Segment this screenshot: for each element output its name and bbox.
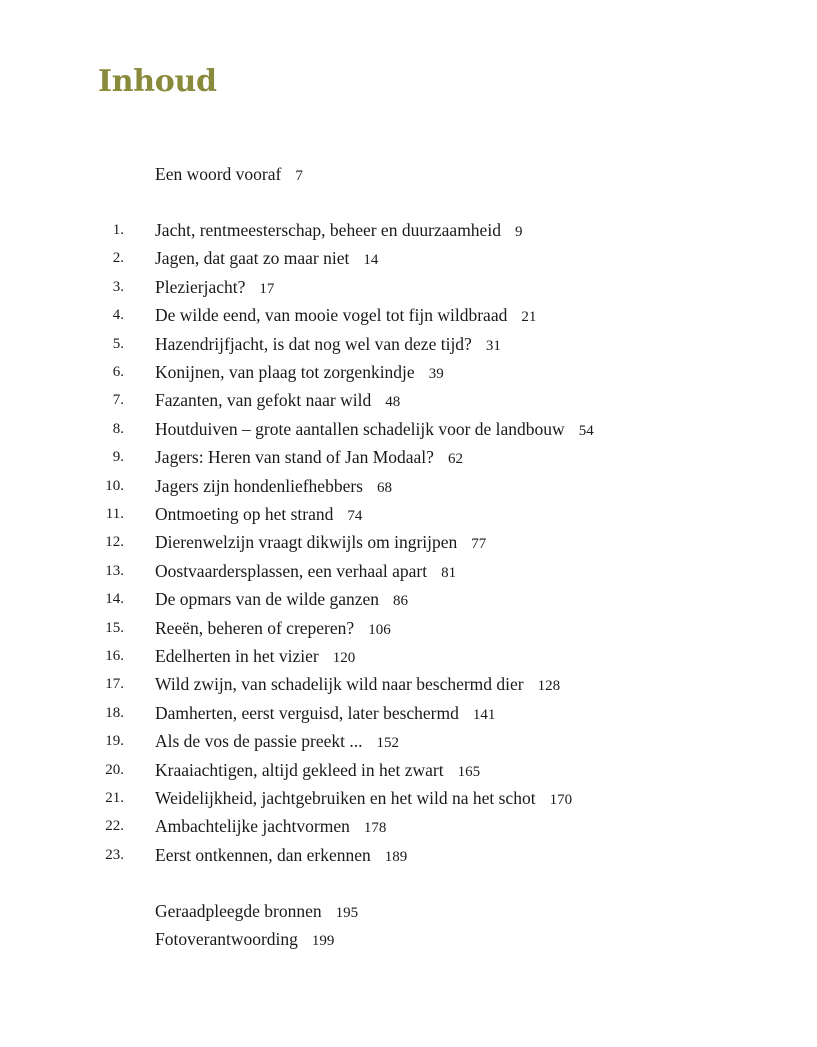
- page-number: 152: [376, 735, 400, 752]
- page-number: 106: [368, 621, 391, 638]
- chapter-number: 13.: [105, 562, 124, 579]
- page-number: 189: [384, 848, 408, 865]
- chapter-number: 6.: [112, 364, 124, 380]
- chapter-number: 1.: [112, 222, 124, 238]
- entry-title: [155, 443, 463, 473]
- entry-title-text: Fotoverantwoording: [155, 929, 298, 950]
- entry-title-text: Ontmoeting op het strand: [155, 504, 334, 524]
- page-number: 7: [295, 168, 303, 184]
- entry-title: [155, 614, 391, 644]
- entry-title-text: Reeën, beheren of creperen?: [155, 617, 355, 638]
- entry-title: [155, 216, 522, 246]
- chapter-number: 14.: [105, 591, 124, 608]
- entry-title-text: Oostvaardersplassen, een verhaal apart: [155, 560, 428, 581]
- page-number: 9: [514, 224, 523, 240]
- page-number: 120: [332, 650, 356, 666]
- entry-title: [155, 500, 362, 530]
- entry-title-text: De opmars van de wilde ganzen: [155, 589, 380, 610]
- entry-title-text: Kraaiachtigen, altijd gekleed in het zwart: [155, 759, 444, 780]
- entry-title-text: Jagers: Heren van stand of Jan Modaal?: [155, 447, 434, 468]
- entry-title: [155, 897, 358, 927]
- entry-title: [155, 528, 486, 558]
- chapter-number: 10.: [105, 477, 124, 494]
- chapter-number: 17.: [105, 676, 124, 693]
- entry-title-text: Eerst ontkennen, dan erkennen: [155, 844, 371, 865]
- chapter-number: 11.: [105, 506, 124, 522]
- entry-title-text: Hazendrijfjacht, is dat nog wel van deze tijd?: [155, 333, 472, 354]
- page-number: 170: [549, 792, 573, 808]
- page-number: 74: [347, 508, 363, 524]
- chapter-number: 8.: [112, 420, 124, 437]
- chapter-number: 20.: [105, 761, 124, 778]
- entry-title: [155, 557, 456, 587]
- chapter-number: 4.: [112, 307, 124, 324]
- chapter-number: 16.: [105, 648, 124, 664]
- chapter-number: 22.: [105, 818, 124, 835]
- entry-title: [155, 330, 501, 360]
- entry-title: [155, 415, 594, 445]
- entry-title-text: De wilde eend, van mooie vogel tot fijn wildbraad: [155, 305, 508, 326]
- page-number: 48: [385, 394, 401, 411]
- entry-title: [155, 160, 303, 190]
- page-number: 199: [311, 933, 335, 950]
- entry-title-text: Houtduiven – grote aantallen schadelijk voor de landbouw: [155, 418, 565, 439]
- chapter-number: 12.: [105, 534, 124, 551]
- entry-title: [155, 670, 560, 700]
- entry-title: [155, 386, 400, 416]
- entry-title: [155, 784, 572, 814]
- entry-title-text: Jagen, dat gaat zo maar niet: [155, 248, 350, 269]
- entry-title: [155, 244, 378, 274]
- page-number: 21: [521, 309, 537, 326]
- page-number: 165: [457, 763, 481, 780]
- page-number: 68: [376, 479, 392, 496]
- page-number: 86: [393, 593, 409, 610]
- entry-title: [155, 812, 386, 842]
- chapter-number: 15.: [105, 619, 124, 636]
- chapter-number: 21.: [105, 790, 124, 806]
- entry-title-text: Plezierjacht?: [155, 276, 246, 297]
- chapter-number: 5.: [112, 335, 124, 352]
- entry-title: [155, 925, 334, 955]
- entry-title-text: Ambachtelijke jachtvormen: [155, 816, 350, 837]
- entry-title: [155, 301, 536, 331]
- entry-title: [155, 841, 407, 871]
- page-number: 17: [259, 280, 275, 297]
- page-number: 178: [363, 820, 387, 837]
- page-number: 141: [472, 706, 496, 723]
- page-number: 31: [485, 337, 501, 354]
- page-number: 81: [441, 564, 457, 581]
- entry-title: [155, 472, 392, 502]
- entry-title: [155, 273, 274, 303]
- chapter-number: 3.: [112, 278, 124, 295]
- entry-title-text: Een woord vooraf: [155, 164, 282, 184]
- page-title: Inhoud: [98, 64, 217, 99]
- entry-title-text: Wild zwijn, van schadelijk wild naar beschermd dier: [155, 674, 524, 695]
- page-number: 39: [428, 366, 444, 382]
- entry-title-text: Jagers zijn hondenliefhebbers: [155, 475, 363, 496]
- page-number: 77: [471, 536, 487, 553]
- entry-title: [155, 727, 399, 757]
- entry-title: [155, 642, 355, 672]
- chapter-number: 19.: [105, 733, 124, 750]
- page-number: 14: [363, 252, 379, 269]
- chapter-number: 18.: [105, 704, 124, 721]
- chapter-number: 7.: [112, 392, 124, 409]
- page-number: 54: [578, 422, 594, 439]
- entry-title-text: Weidelijkheid, jachtgebruiken en het wild na het schot: [155, 788, 536, 808]
- entry-title-text: Jacht, rentmeesterschap, beheer en duurzaamheid: [155, 220, 501, 240]
- page-number: 128: [537, 678, 561, 695]
- entry-title: [155, 358, 444, 388]
- chapter-number: 2.: [112, 250, 124, 267]
- entry-title: [155, 699, 495, 729]
- entry-title-text: Edelherten in het vizier: [155, 646, 319, 666]
- chapter-number: 9.: [112, 449, 124, 466]
- entry-title-text: Geraadpleegde bronnen: [155, 901, 322, 921]
- entry-title-text: Damherten, eerst verguisd, later beschermd: [155, 702, 459, 723]
- entry-title-text: Konijnen, van plaag tot zorgenkindje: [155, 362, 415, 382]
- entry-title: [155, 756, 480, 786]
- entry-title-text: Dierenwelzijn vraagt dikwijls om ingrijpen: [155, 532, 458, 553]
- page-number: 62: [447, 451, 463, 468]
- page-number: 195: [335, 905, 359, 921]
- entry-title: [155, 585, 408, 615]
- entry-title-text: Fazanten, van gefokt naar wild: [155, 390, 372, 411]
- chapter-number: 23.: [105, 846, 124, 863]
- entry-title-text: Als de vos de passie preekt ...: [155, 731, 363, 752]
